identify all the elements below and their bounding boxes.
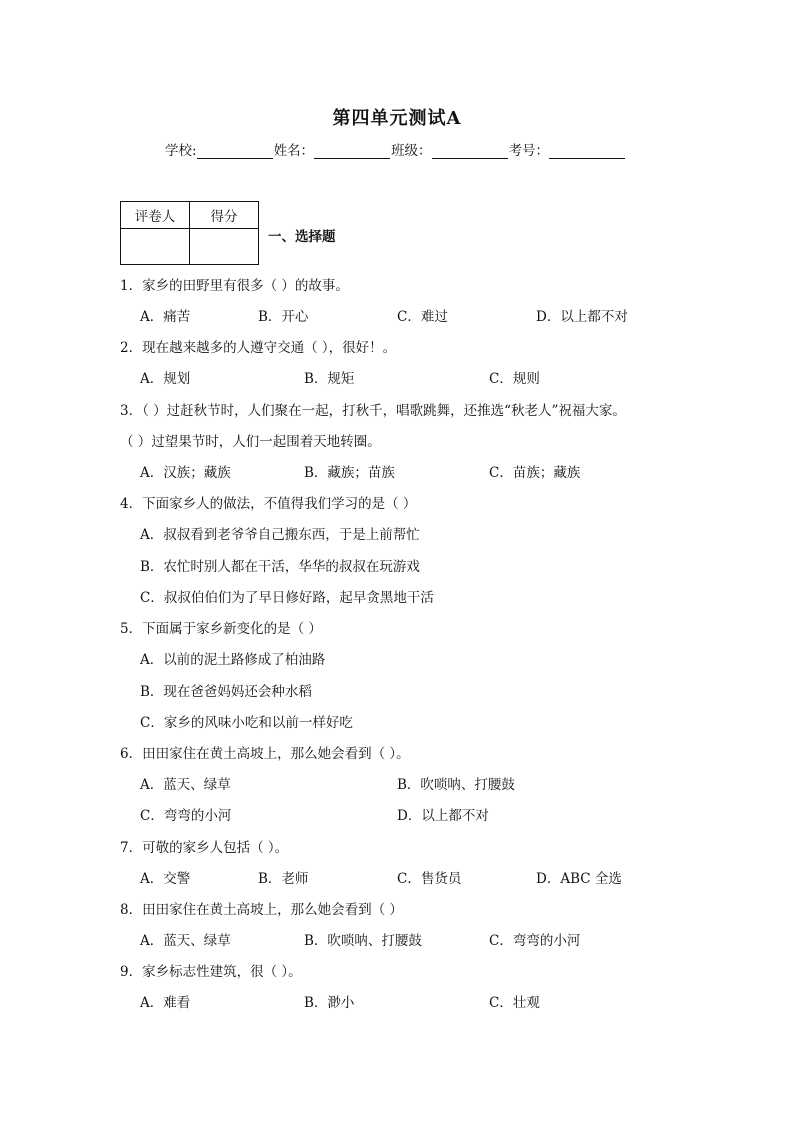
- q5-option-b[interactable]: B．现在爸爸妈妈还会种水稻: [140, 684, 312, 700]
- number-blank[interactable]: [549, 143, 625, 159]
- question-3: 3．（ ）过赶秋节时，人们聚在一起，打秋千，唱歌跳舞，还推选“秋老人”祝福大家。: [120, 403, 626, 419]
- q1-option-d[interactable]: D．以上都不对: [536, 309, 628, 325]
- q3-option-a[interactable]: A．汉族；藏族: [140, 465, 231, 481]
- q8-option-b[interactable]: B．吹唢呐、打腰鼓: [304, 933, 422, 949]
- question-4: 4．下面家乡人的做法，不值得我们学习的是（ ）: [120, 496, 417, 512]
- score-table: [120, 201, 259, 265]
- q1-option-c[interactable]: C．难过: [397, 309, 448, 325]
- question-8: 8．田田家住在黄土高坡上，那么她会看到（ ）: [120, 902, 403, 918]
- name-blank[interactable]: [314, 143, 390, 159]
- page-title: 第四单元测试A: [332, 108, 462, 129]
- q2-option-a[interactable]: A．规划: [140, 371, 191, 387]
- q6-option-a[interactable]: A．蓝天、绿草: [140, 777, 231, 793]
- name-label: 姓名：: [273, 143, 315, 159]
- q3-option-b[interactable]: B．藏族；苗族: [304, 465, 395, 481]
- q4-option-c[interactable]: C．叔叔伯伯们为了早日修好路，起早贪黑地干活: [140, 590, 434, 606]
- reviewer-header: 评卷人: [121, 202, 190, 229]
- q4-option-a[interactable]: A．叔叔看到老爷爷自己搬东西，于是上前帮忙: [140, 527, 420, 543]
- q6-option-d[interactable]: D．以上都不对: [397, 808, 489, 824]
- question-6: 6．田田家住在黄土高坡上，那么她会看到（ ）。: [120, 746, 410, 762]
- q1-option-a[interactable]: A．痛苦: [140, 309, 191, 325]
- q7-option-a[interactable]: A．交警: [140, 871, 191, 887]
- q5-option-a[interactable]: A．以前的泥土路修成了柏油路: [140, 652, 326, 668]
- q9-option-c[interactable]: C．壮观: [489, 995, 540, 1011]
- student-info-row: [165, 139, 626, 159]
- q8-option-c[interactable]: C．弯弯的小河: [489, 933, 581, 949]
- q8-option-a[interactable]: A．蓝天、绿草: [140, 933, 231, 949]
- q6-option-c[interactable]: C．弯弯的小河: [140, 808, 232, 824]
- question-5: 5．下面属于家乡新变化的是（ ）: [120, 621, 322, 637]
- question-3-line-2: （ ）过望果节时，人们一起围着天地转圈。: [120, 434, 381, 450]
- question-2: 2．现在越来越多的人遵守交通（ ），很好！。: [120, 340, 397, 356]
- question-7: 7．可敬的家乡人包括（ ）。: [120, 840, 289, 856]
- q2-option-c[interactable]: C．规则: [489, 371, 540, 387]
- q7-option-d[interactable]: D．ABC 全选: [536, 871, 622, 887]
- question-9: 9．家乡标志性建筑，很（ ）。: [120, 964, 302, 980]
- class-label: 班级：: [391, 143, 432, 159]
- question-1: 1．家乡的田野里有很多（ ）的故事。: [120, 278, 349, 294]
- q5-option-c[interactable]: C．家乡的风味小吃和以前一样好吃: [140, 715, 353, 731]
- q9-option-a[interactable]: A．难看: [140, 995, 191, 1011]
- school-blank[interactable]: [197, 143, 273, 159]
- score-cell[interactable]: [190, 229, 259, 265]
- q6-option-b[interactable]: B．吹唢呐、打腰鼓: [397, 777, 515, 793]
- q3-option-c[interactable]: C．苗族；藏族: [489, 465, 581, 481]
- number-label: 考号：: [508, 143, 550, 159]
- section-heading: 一、选择题: [268, 229, 336, 245]
- school-label: 学校:: [165, 143, 197, 159]
- q1-option-b[interactable]: B．开心: [258, 309, 309, 325]
- q4-option-b[interactable]: B．农忙时别人都在干活，华华的叔叔在玩游戏: [140, 559, 420, 575]
- q9-option-b[interactable]: B．渺小: [304, 995, 355, 1011]
- class-blank[interactable]: [432, 143, 508, 159]
- q2-option-b[interactable]: B．规矩: [304, 371, 355, 387]
- q7-option-b[interactable]: B．老师: [258, 871, 309, 887]
- score-header: 得分: [190, 202, 259, 229]
- reviewer-cell[interactable]: [121, 229, 190, 265]
- q7-option-c[interactable]: C．售货员: [397, 871, 462, 887]
